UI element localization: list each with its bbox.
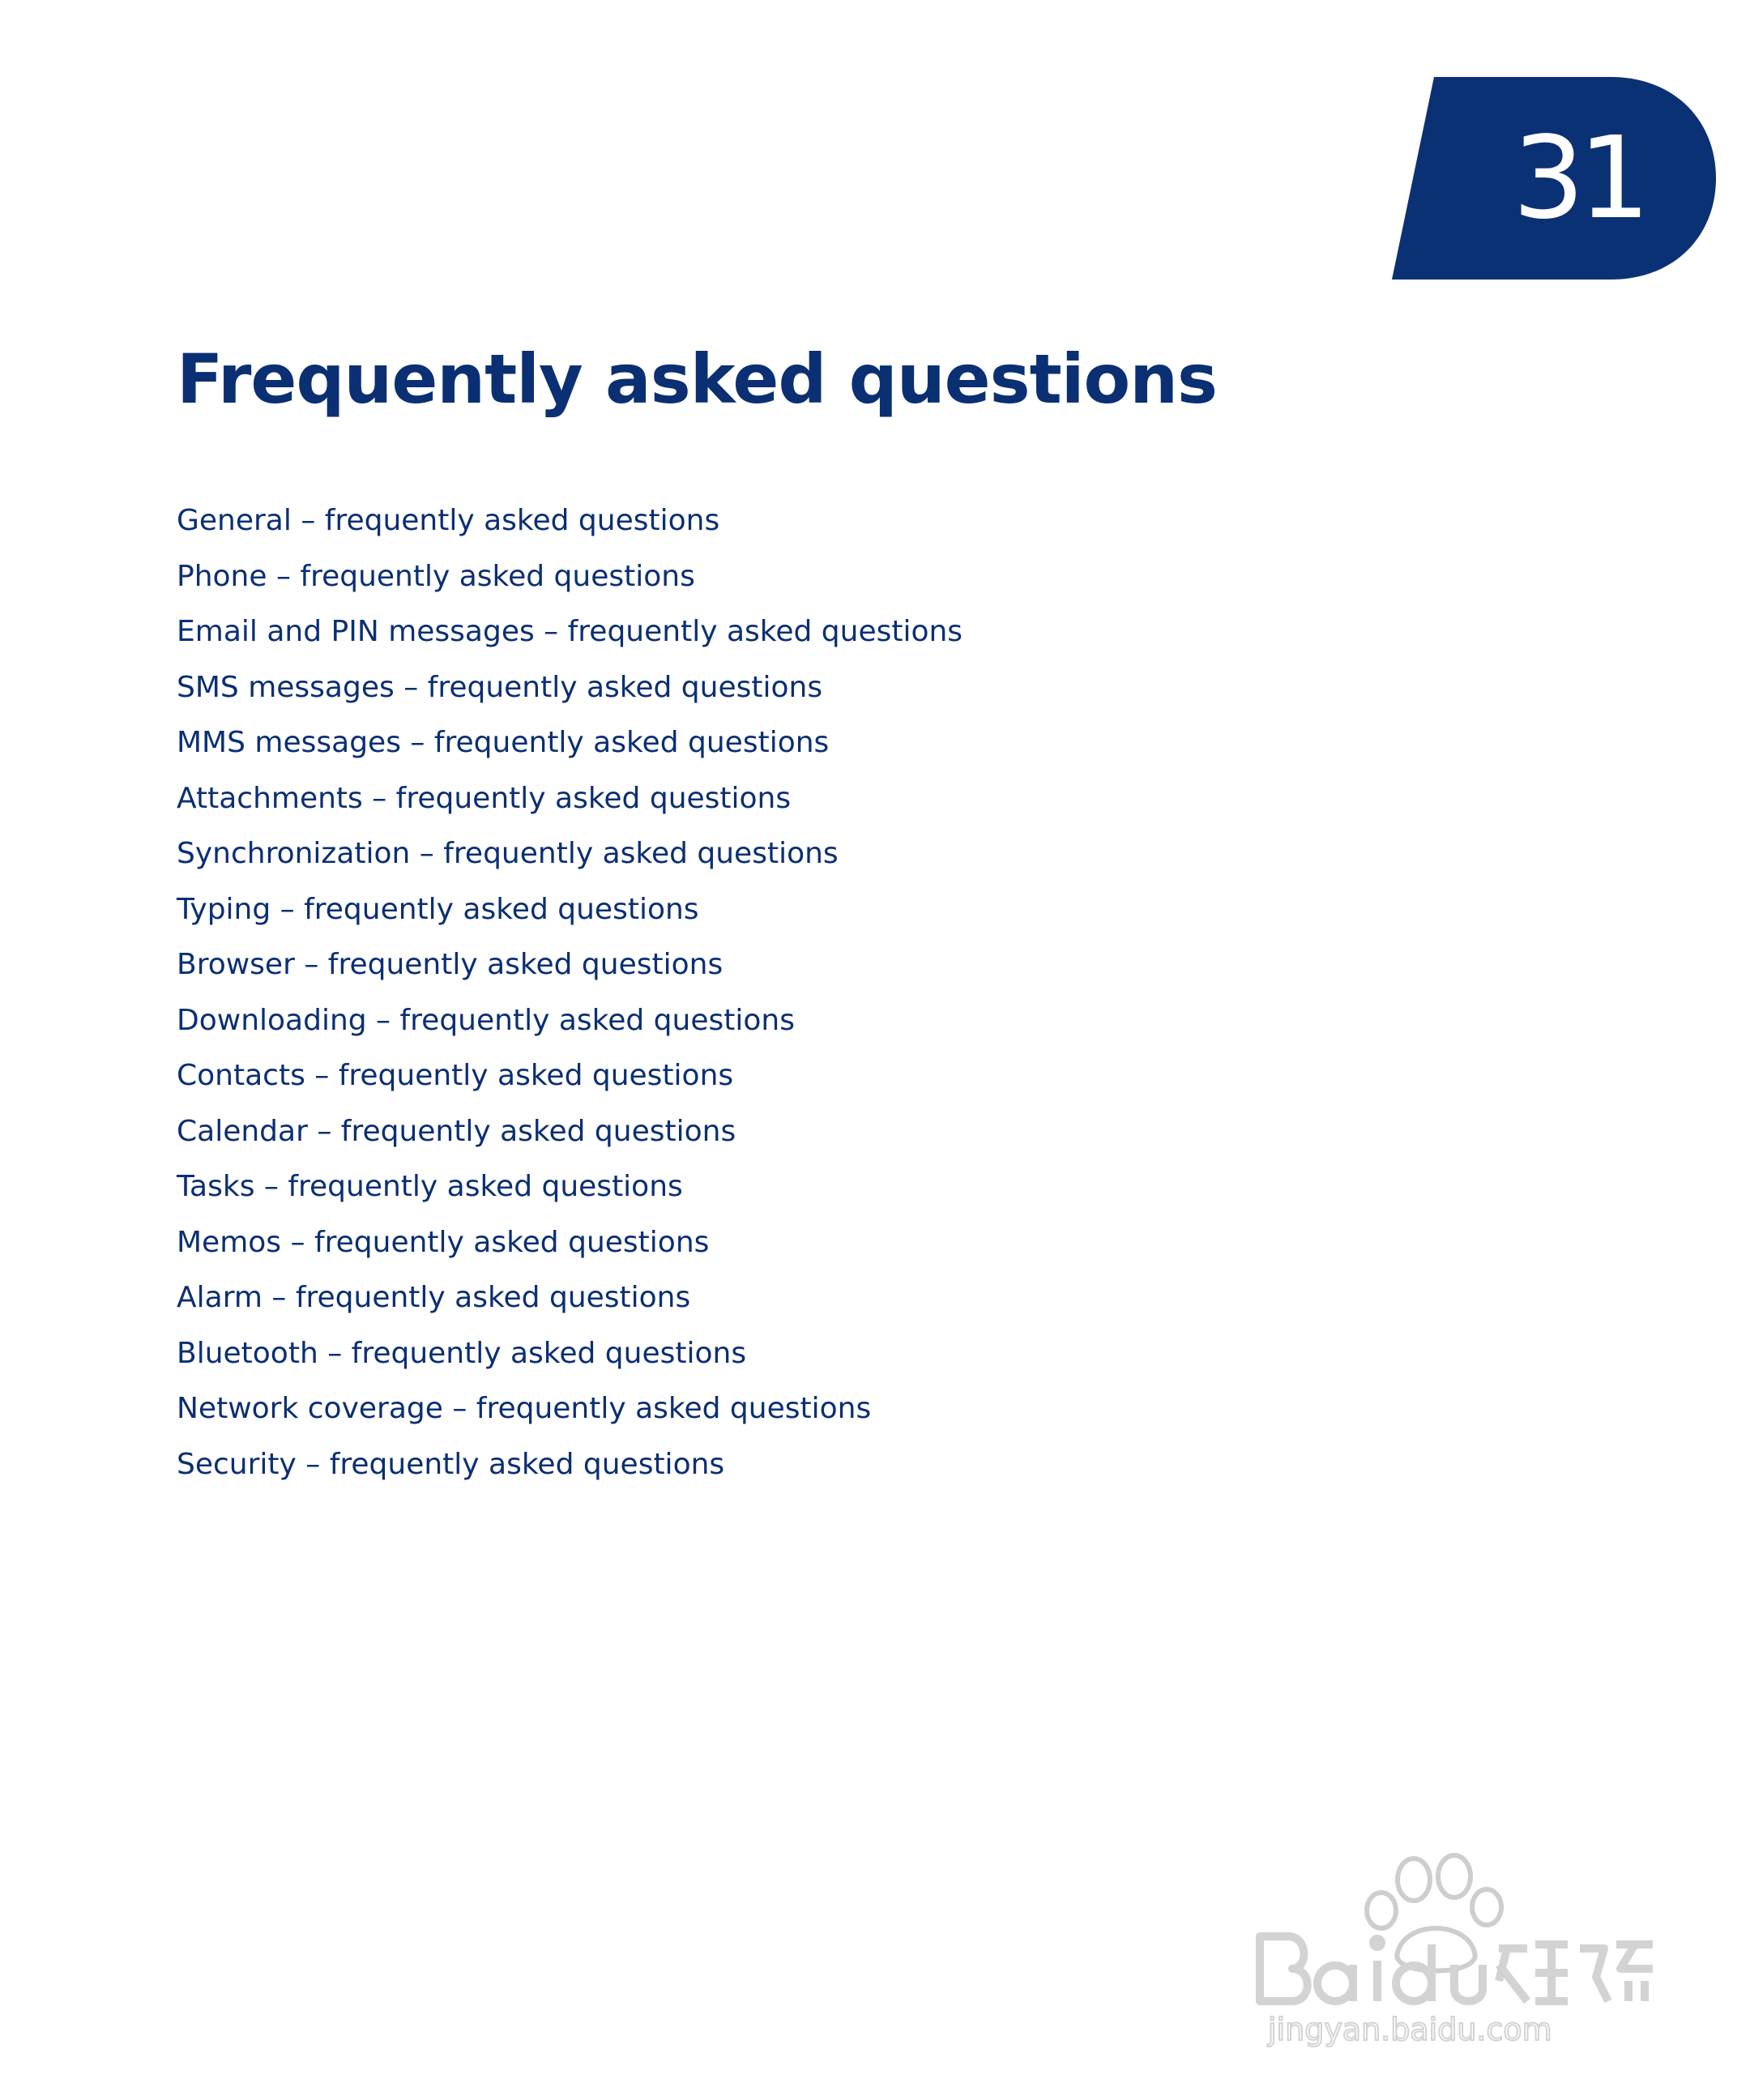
topic-link-attachments[interactable]: Attachments – frequently asked questions — [177, 781, 792, 815]
paw-icon — [1248, 1847, 1669, 2050]
topic-link-typing[interactable]: Typing – frequently asked questions — [177, 892, 699, 926]
watermark-url: jingyan.baidu.com — [1268, 2012, 1552, 2047]
topic-link-calendar[interactable]: Calendar – frequently asked questions — [177, 1114, 736, 1148]
chapter-number: 31 — [1512, 112, 1645, 245]
topic-link-memos[interactable]: Memos – frequently asked questions — [177, 1225, 710, 1259]
topic-link-security[interactable]: Security – frequently asked questions — [177, 1447, 725, 1481]
topic-link-mms[interactable]: MMS messages – frequently asked questions — [177, 726, 830, 759]
baidu-watermark — [1248, 1847, 1669, 2050]
topic-link-synchronization[interactable]: Synchronization – frequently asked questions — [177, 837, 839, 870]
topic-link-general[interactable]: General – frequently asked questions — [177, 504, 720, 537]
topic-list — [177, 493, 962, 1492]
topic-link-bluetooth[interactable]: Bluetooth – frequently asked questions — [177, 1336, 747, 1370]
topic-link-email-pin[interactable]: Email and PIN messages – frequently asked questions — [177, 615, 963, 648]
topic-link-network-coverage[interactable]: Network coverage – frequently asked questions — [177, 1392, 872, 1425]
chapter-tab — [1392, 77, 1716, 280]
topic-link-tasks[interactable]: Tasks – frequently asked questions — [177, 1170, 683, 1203]
topic-link-alarm[interactable]: Alarm – frequently asked questions — [177, 1281, 691, 1314]
topic-link-contacts[interactable]: Contacts – frequently asked questions — [177, 1059, 734, 1092]
topic-link-downloading[interactable]: Downloading – frequently asked questions — [177, 1003, 795, 1037]
page-title: Frequently asked questions — [177, 339, 1218, 419]
topic-link-phone[interactable]: Phone – frequently asked questions — [177, 559, 695, 593]
topic-link-browser[interactable]: Browser – frequently asked questions — [177, 948, 723, 981]
topic-link-sms[interactable]: SMS messages – frequently asked questions — [177, 670, 823, 704]
